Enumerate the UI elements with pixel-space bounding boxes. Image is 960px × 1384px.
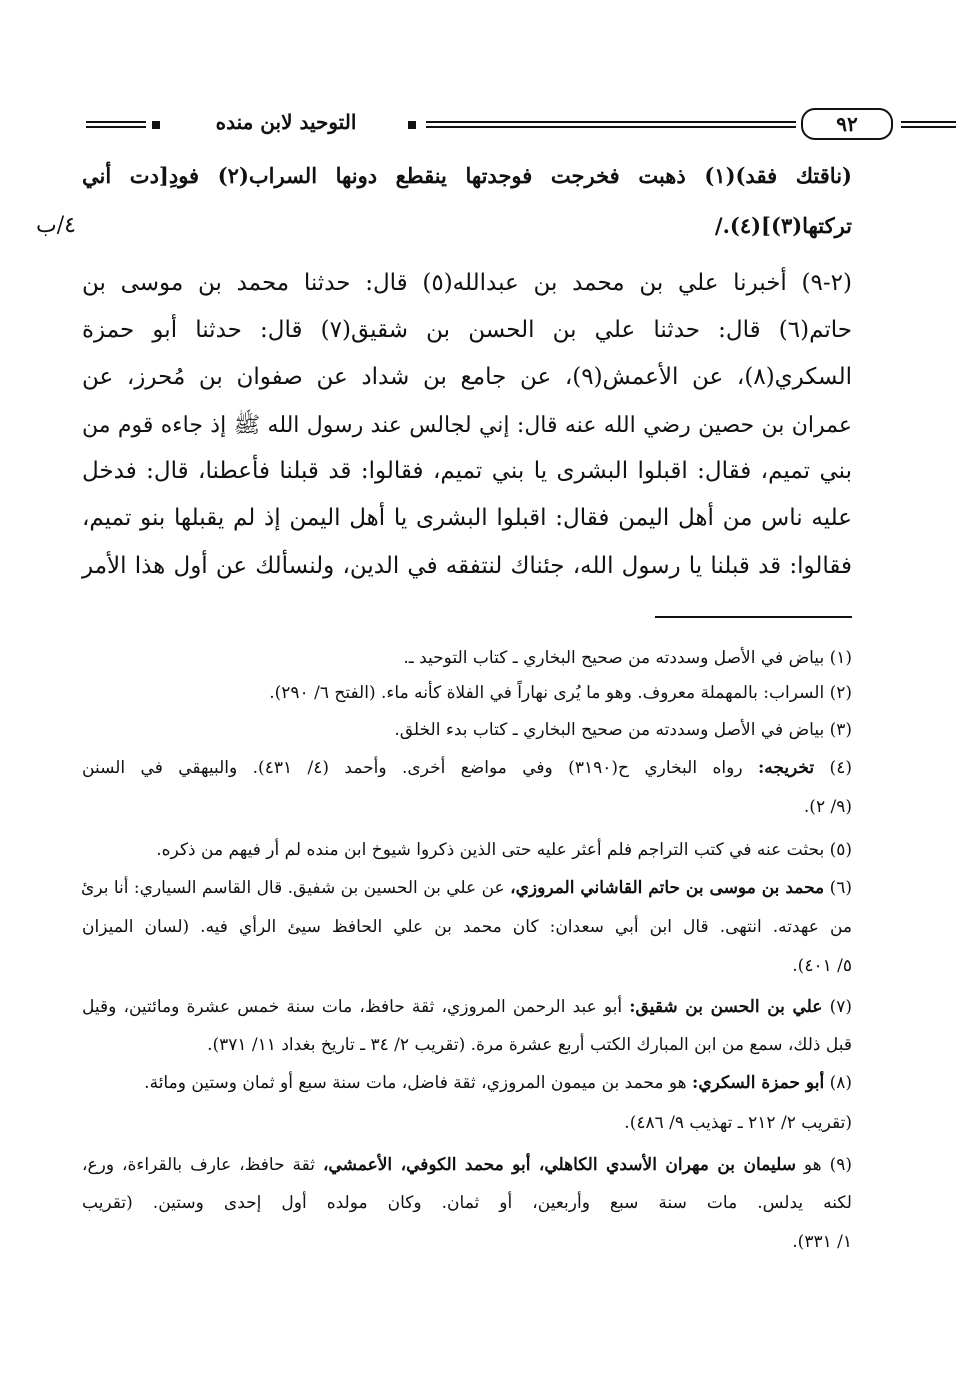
body-line: بني تميم، فقال: اقبلوا البشرى يا بني تميم، فقالوا: قد قبلنا فأعطنا، قال: فدخل — [82, 458, 852, 484]
body-line: فقالوا: قد قبلنا يا رسول الله، جئناك لنتفقه في الدين، ولنسألك عن أول هذا الأمر — [82, 553, 852, 579]
footnote-line: قبل ذلك، سمع من ابن المبارك الكتب أربع عشرة مرة. (تقريب ٢/ ٣٤ ـ تاريخ بغداد ١١/ ٣٧١). — [207, 1035, 852, 1055]
footnote-line: (٣) بياض في الأصل وسددته من صحيح البخاري ـ كتاب بدء الخلق. — [394, 720, 852, 740]
body-line: السكري(٨)، عن الأعمش(٩)، عن جامع بن شداد عن صفوان بن مُحرز، عن — [82, 364, 852, 390]
footnote-line: (٧) علي بن الحسن بن شقيق: أبو عبد الرحمن المروزي، ثقة حافظ، مات سنة خمس عشرة ومائتين، وقيل — [82, 997, 852, 1017]
footnote-entry-label: تخريجه: — [757, 758, 815, 778]
footnote-line: (٦) محمد بن موسى بن حاتم القاشاني المروزي، عن علي بن الحسين بن شفيق. قال القاسم السياري: أنا برئ — [81, 878, 852, 898]
footnote-line: من عهدته. انتهى. قال ابن أبي سعدان: كان محمد بن علي الحافظ سيئ الرأي فيه. (لسان الميزان — [82, 917, 852, 937]
body-line: حاتم(٦) قال: حدثنا علي بن الحسن بن شقيق(٧) قال: حدثنا أبو حمزة — [82, 317, 853, 343]
footnote-line: ٥/ ٤٠١). — [792, 956, 852, 976]
header-square-ornament — [152, 121, 160, 129]
footnote-line: (٥) بحثت عنه في كتب التراجم فلم أعثر عليه حتى الذين ذكروا شيوخ ابن منده لم أر فيهم من ذكره. — [156, 840, 852, 860]
body-line: عمران بن حصين رضي الله عنه قال: إني لجالس عند رسول الله ﷺ إذ جاءه قوم من — [82, 413, 852, 438]
book-title: التوحيد لابن منده — [215, 110, 357, 134]
footnote-entry-label: أبو حمزة السكري: — [692, 1073, 825, 1093]
page-number: ٩٢ — [801, 108, 893, 140]
body-line: (٢-٩) أخبرنا علي بن محمد بن عبدالله(٥) قال: حدثنا محمد بن موسى بن — [82, 270, 852, 296]
manuscript-folio-marker: ٤/ب — [36, 213, 76, 238]
intro-line: تركتها(٣)](٤)./ — [714, 213, 852, 238]
header-rule-right — [901, 121, 956, 128]
footnote-entry-label: سليمان بن مهران الأسدي الكاهلي، أبو محمد الكوفي، الأعمشي، — [322, 1155, 796, 1175]
running-header — [86, 108, 856, 140]
footnote-entry-label: محمد بن موسى بن حاتم القاشاني المروزي، — [510, 878, 825, 898]
header-rule-left — [86, 121, 146, 128]
header-square-ornament — [408, 121, 416, 129]
intro-line: (ناقتك فقد)(١) ذهبت فخرجت فوجدتها ينقطع دونها السراب(٢) فودِ[دت أني — [82, 163, 852, 188]
footnote-line: ١/ ٣٣١). — [792, 1232, 852, 1252]
footnote-entry-label: علي بن الحسن بن شقيق: — [629, 997, 823, 1017]
footnote-line: (٨) أبو حمزة السكري: هو محمد بن ميمون المروزي، ثقة فاضل، مات سنة سبع أو ثمان وستين ومائة. — [144, 1073, 852, 1093]
footnote-line: لكنه يدلس. مات سنة سبع وأربعين، أو ثمان. وكان مولده أول إحدى وستين. (تقريب — [82, 1193, 852, 1213]
footnote-line: (٩/ ٢). — [803, 797, 852, 817]
footnote-line: (٢) السراب: بالمهملة معروف. وهو ما يُرى نهاراً في الفلاة كأنه ماء. (الفتح ٦/ ٢٩٠). — [269, 683, 852, 703]
header-rule-middle — [426, 121, 796, 128]
footnote-line: (١) بياض في الأصل وسددته من صحيح البخاري ـ كتاب التوحيد ـ. — [403, 648, 852, 668]
footnote-line: (٩) هو سليمان بن مهران الأسدي الكاهلي، أبو محمد الكوفي، الأعمشي، ثقة حافظ، عارف بالقراءة، ورع، — [82, 1155, 852, 1175]
body-line: عليه ناس من أهل اليمن فقال: اقبلوا البشرى يا أهل اليمن إذ لم يقبلها بنو تميم، — [82, 505, 852, 531]
footnote-line: (٤) تخريجه: رواه البخاري ح(٣١٩٠) وفي مواضع أخرى. وأحمد (٤/ ٤٣١). والبيهقي في السنن — [82, 758, 852, 778]
footnote-line: (تقريب ٢/ ٢١٢ ـ تهذيب ٩/ ٤٨٦). — [624, 1113, 852, 1133]
footnote-separator — [655, 616, 852, 618]
